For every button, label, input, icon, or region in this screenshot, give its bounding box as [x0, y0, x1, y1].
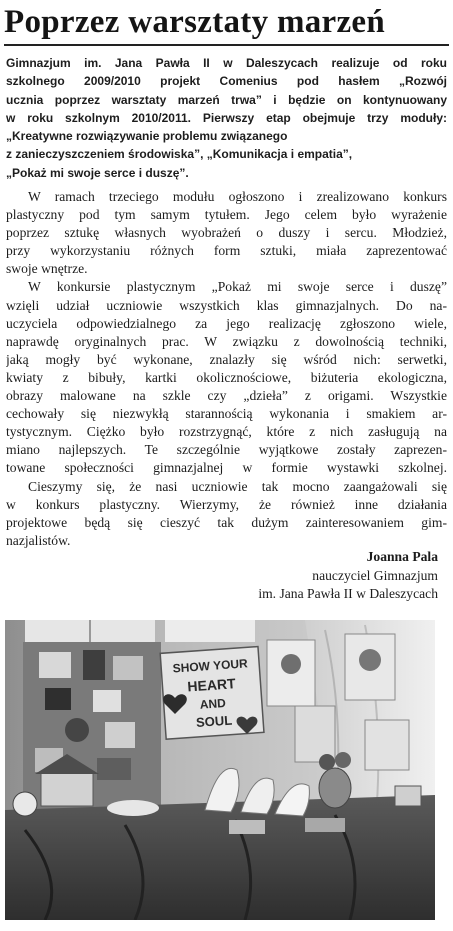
body-line: uczyciela odpowiedzialnego za jego realizację zgłoszono wiele, — [6, 315, 447, 331]
lead-paragraph — [6, 54, 447, 182]
body-line: projektowe będą się cieszyć tak dużym zainteresowaniem gim- — [6, 514, 447, 530]
decorative-ball — [13, 792, 37, 816]
artwork — [365, 720, 409, 770]
artwork — [113, 656, 143, 680]
body-line: plastyczny pod tym samym tytułem. Jego celem było wyrażenie — [6, 207, 447, 223]
body-line: wzięli udział uczniowie wszystkich klas gimnazjalnych. Do na- — [6, 297, 447, 313]
banner-text: AND — [199, 695, 227, 712]
artwork — [45, 688, 71, 710]
author-signature — [138, 548, 438, 604]
lead-line: „Kreatywne rozwiązywanie problemu związanego — [6, 129, 288, 144]
lead-line: w roku szkolnym 2010/2011. Pierwszy etap obejmuje trzy moduły: — [6, 110, 447, 125]
body-line: towane społeczności gimnazjalnej w formie wystawki szkolnej. — [6, 460, 447, 476]
body-line: miano najlepszych. Te szczególnie wyjątkowe zostały zaprezen- — [6, 442, 447, 458]
body-paragraph — [6, 188, 447, 278]
headline-rule — [4, 44, 449, 46]
lead-line: z zanieczyszczeniem środowiska”, „Komunikacja i empatia”, — [6, 147, 353, 162]
body-line: jaką mogły być wykonane, znalazły się wśród nich: serwetki, — [6, 351, 447, 367]
artwork — [39, 652, 71, 678]
author-name: Joanna Pala — [366, 549, 438, 564]
body-line: tystycznym. Ciężko było rozstrzygnąć, które z nich zasługują na — [6, 424, 447, 440]
banner-text: HEART — [186, 675, 237, 695]
exhibition-photo — [5, 620, 435, 920]
article-headline: Poprzez warsztaty marzeń — [4, 4, 386, 40]
artwork — [93, 690, 121, 712]
author-role: nauczyciel Gimnazjum — [312, 567, 438, 583]
body-line: obrazy malowane na szkle czy „dzieła” z origami. Wszystkie — [6, 388, 447, 404]
lead-line: Gimnazjum im. Jana Pawła II w Daleszycach realizuje od roku — [6, 56, 447, 70]
window — [165, 620, 255, 642]
banner-text: SOUL — [195, 712, 233, 731]
model-house — [41, 772, 93, 806]
model-house — [395, 786, 421, 806]
card — [229, 820, 265, 834]
body-line: cechowały się niezwykłą starannością wykonania i smakiem ar- — [6, 406, 447, 422]
banner-text: SHOW YOUR — [172, 656, 249, 676]
body-line: nazjalistów. — [6, 532, 71, 548]
body-line: kwiaty z bibuły, kartki okolicznościowe, biżuteria ekologiczna, — [6, 369, 447, 385]
article-body — [6, 188, 447, 550]
author-school: im. Jana Pawła II w Daleszycach — [258, 586, 438, 602]
artwork — [295, 706, 335, 762]
card — [305, 818, 345, 832]
body-line: przy wykorzystaniu różnych form sztuki, miała zaprezentować — [6, 243, 447, 259]
body-line: swoje wnętrze. — [6, 261, 88, 277]
exhibition-table — [5, 795, 435, 920]
body-line: W ramach trzeciego modułu ogłoszono i zrealizowano konkurs — [28, 189, 447, 204]
lead-line: ucznia poprzez warsztaty marzeń trwa” i będzie on kontynuowany — [6, 92, 447, 107]
body-line: Cieszymy się, że nasi uczniowie tak mocno zaangażowali się — [28, 478, 447, 494]
artwork — [105, 722, 135, 748]
lead-line: „Pokaż mi swoje serce i duszę”. — [6, 165, 189, 180]
artwork — [97, 758, 131, 780]
body-paragraph — [6, 278, 447, 477]
glass-vase — [319, 768, 351, 808]
plate — [107, 800, 159, 816]
artwork — [65, 718, 89, 742]
artwork — [83, 650, 105, 680]
body-line: poprzez sztukę własnych wyobrażeń o duszy i sercu. Młodzież, — [6, 225, 447, 241]
body-line: naprawdę oryginalnych prac. W związku z dowolnością techniki, — [6, 333, 447, 349]
lead-line: szkolnego 2009/2010 projekt Comenius pod hasłem „Rozwój — [6, 74, 447, 89]
body-paragraph — [6, 478, 447, 550]
body-line: W konkursie plastycznym „Pokaż mi swoje serce i duszę” — [28, 279, 447, 295]
body-line: w konkurs plastyczny. Wierzymy, że również inne działania — [6, 496, 447, 512]
